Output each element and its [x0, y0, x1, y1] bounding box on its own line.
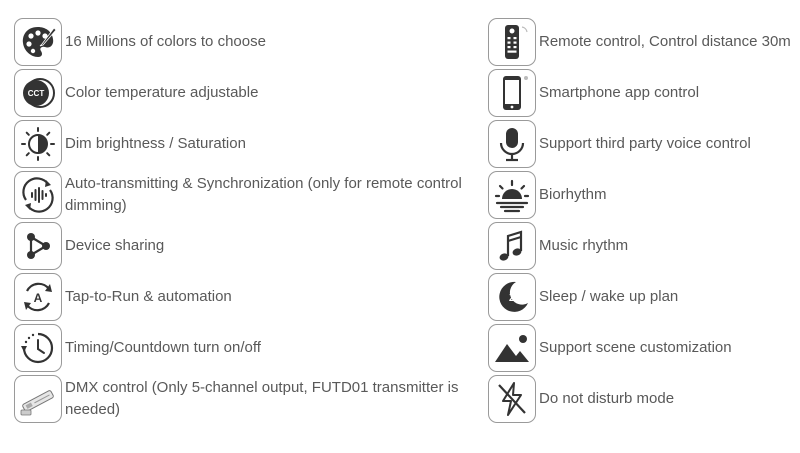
feature-label: Support third party voice control: [539, 134, 751, 152]
feature-label: Sleep / wake up plan: [539, 287, 679, 305]
feature-item-colors: [14, 16, 484, 67]
feature-item-scene: [488, 322, 798, 373]
sunrise-icon: [488, 171, 536, 219]
music-note-icon: [488, 222, 536, 270]
feature-item-dmx: [14, 373, 484, 424]
palette-icon: [14, 18, 62, 66]
feature-label: 16 Millions of colors to choose: [65, 32, 266, 50]
feature-item-sleep: [488, 271, 798, 322]
feature-label: Biorhythm: [539, 185, 607, 203]
feature-item-sharing: [14, 220, 484, 271]
share-icon: [14, 222, 62, 270]
feature-item-music: [488, 220, 798, 271]
feature-item-brightness: [14, 118, 484, 169]
feature-label: Do not disturb mode: [539, 389, 675, 407]
sync-icon: [14, 171, 62, 219]
feature-item-biorhythm: [488, 169, 798, 220]
landscape-icon: [488, 324, 536, 372]
feature-label: Smartphone app control: [539, 83, 700, 101]
cct-icon-text: CCT: [27, 88, 45, 98]
feature-label: Remote control, Control distance 30m: [539, 32, 791, 50]
feature-label: Color temperature adjustable: [65, 83, 259, 101]
feature-item-smartphone: [488, 67, 798, 118]
automation-icon: [14, 273, 62, 321]
feature-label: Timing/Countdown turn on/off: [65, 338, 261, 356]
sleep-icon-letter: Z: [508, 292, 516, 304]
automation-icon-letter: A: [33, 290, 43, 305]
feature-label: Auto-transmitting & Synchronization (only for remote control dimming): [65, 174, 462, 214]
feature-label: Music rhythm: [539, 236, 629, 254]
feature-item-voice: [488, 118, 798, 169]
feature-item-sync: [14, 169, 484, 220]
brightness-icon: [14, 120, 62, 168]
feature-label: Tap-to-Run & automation: [65, 287, 232, 305]
feature-label: Support scene customization: [539, 338, 732, 356]
do-not-disturb-icon: [488, 375, 536, 423]
feature-item-dnd: [488, 373, 798, 424]
cct-icon: [14, 69, 62, 117]
smartphone-icon: [488, 69, 536, 117]
remote-control-icon: [488, 18, 536, 66]
microphone-icon: [488, 120, 536, 168]
moon-sleep-icon: [488, 273, 536, 321]
feature-list-right: [488, 16, 798, 424]
feature-item-automation: [14, 271, 484, 322]
feature-item-remote: [488, 16, 798, 67]
feature-item-cct: [14, 67, 484, 118]
dmx-transmitter-icon: [14, 375, 62, 423]
feature-label: Device sharing: [65, 236, 165, 254]
feature-label: DMX control (Only 5-channel output, FUTD01 transmitter is needed): [65, 378, 459, 418]
feature-item-timer: [14, 322, 484, 373]
timer-icon: [14, 324, 62, 372]
feature-list-left: [14, 16, 484, 424]
feature-label: Dim brightness / Saturation: [65, 134, 246, 152]
